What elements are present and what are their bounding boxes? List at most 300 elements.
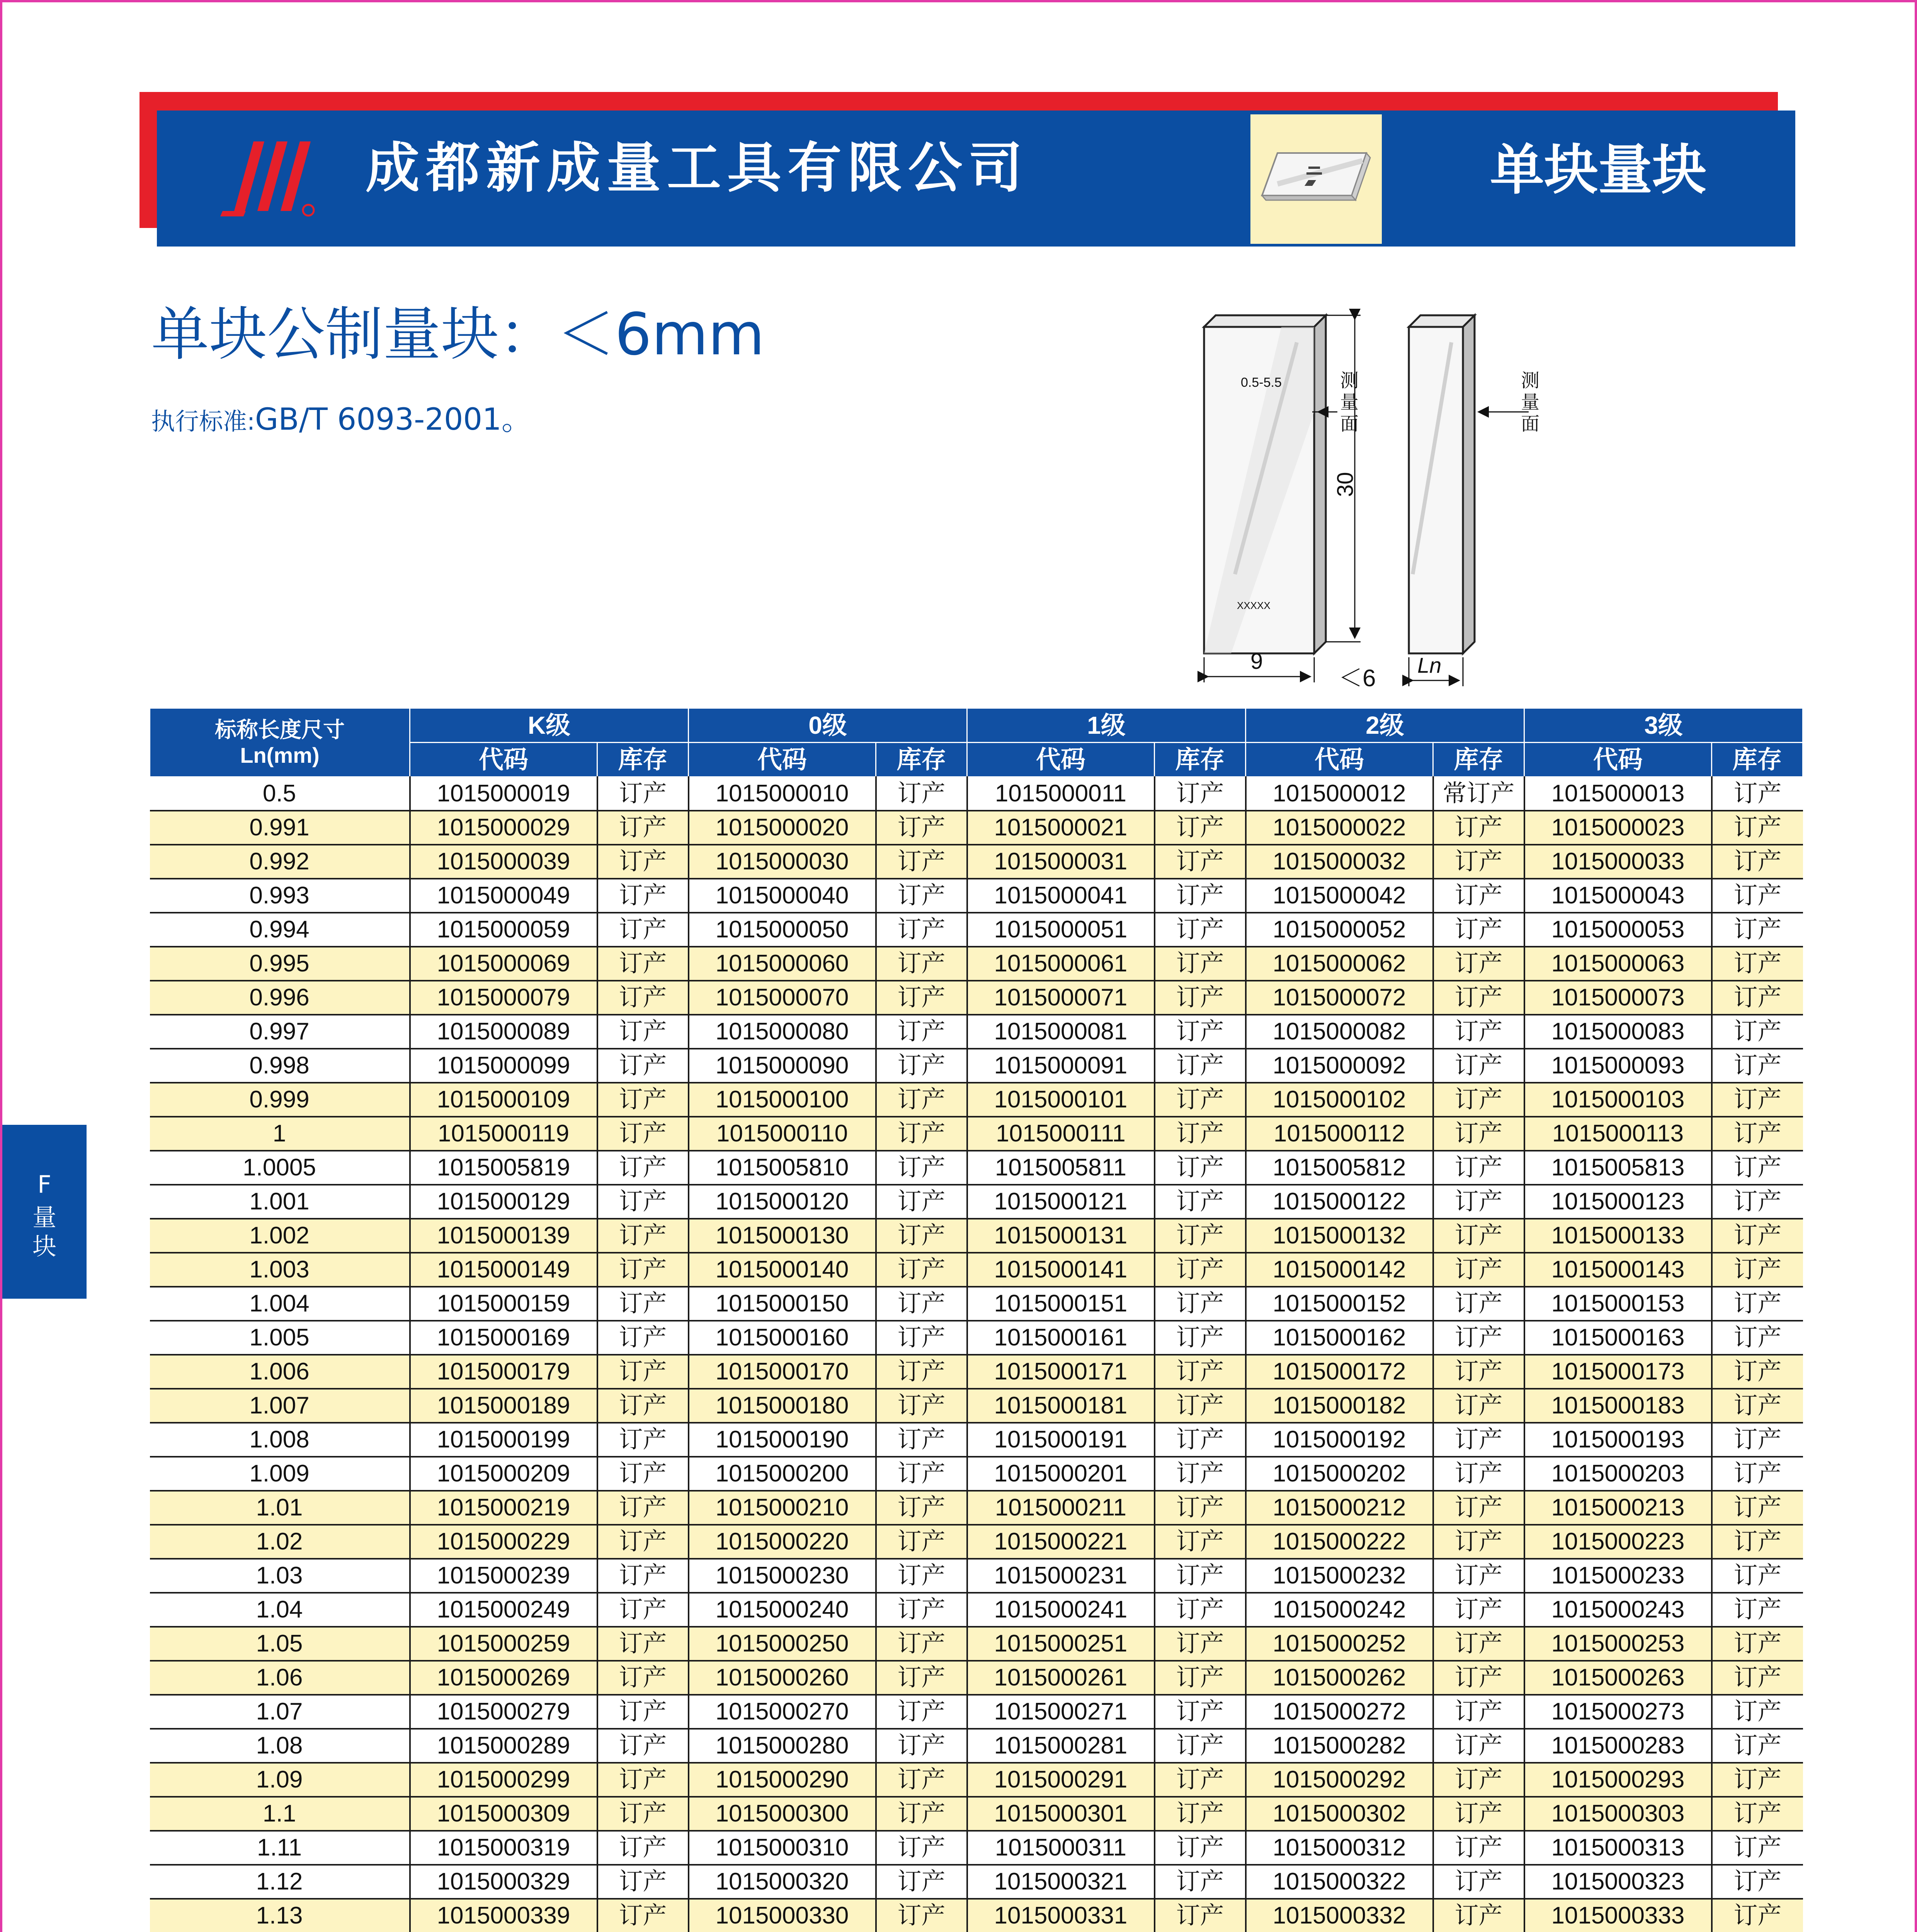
code-cell: 1015000049 bbox=[410, 879, 597, 913]
stock-cell: 订产 bbox=[1433, 1457, 1524, 1491]
code-cell: 1015000062 bbox=[1246, 947, 1433, 981]
code-cell: 1015000289 bbox=[410, 1729, 597, 1763]
code-cell: 1015000072 bbox=[1246, 981, 1433, 1015]
code-cell: 1015000131 bbox=[967, 1219, 1155, 1253]
code-cell: 1015000273 bbox=[1524, 1695, 1712, 1729]
stock-cell: 订产 bbox=[597, 811, 689, 845]
stock-cell: 订产 bbox=[876, 1253, 967, 1287]
code-cell: 1015000332 bbox=[1246, 1899, 1433, 1932]
stock-cell: 订产 bbox=[1433, 981, 1524, 1015]
stock-cell: 订产 bbox=[1155, 947, 1246, 981]
ln-cell: 1.05 bbox=[150, 1627, 410, 1661]
stock-cell: 订产 bbox=[1155, 1695, 1246, 1729]
stock-cell: 订产 bbox=[597, 1049, 689, 1083]
stock-cell: 订产 bbox=[876, 1321, 967, 1355]
stock-cell: 订产 bbox=[1155, 1831, 1246, 1865]
code-cell: 1015000069 bbox=[410, 947, 597, 981]
code-cell: 1015000180 bbox=[689, 1389, 876, 1423]
stock-cell: 订产 bbox=[1712, 1219, 1803, 1253]
stock-cell: 订产 bbox=[1712, 947, 1803, 981]
code-cell: 1015000130 bbox=[689, 1219, 876, 1253]
table-row bbox=[150, 1797, 1803, 1831]
code-cell: 1015000100 bbox=[689, 1083, 876, 1117]
stock-cell: 订产 bbox=[1155, 1627, 1246, 1661]
stock-header: 库存 bbox=[1155, 743, 1246, 777]
code-cell: 1015000159 bbox=[410, 1287, 597, 1321]
code-cell: 1015000151 bbox=[967, 1287, 1155, 1321]
table-row bbox=[150, 1695, 1803, 1729]
code-cell: 1015000242 bbox=[1246, 1593, 1433, 1627]
table-row bbox=[150, 1117, 1803, 1151]
code-cell: 1015000172 bbox=[1246, 1355, 1433, 1389]
stock-cell: 订产 bbox=[597, 1185, 689, 1219]
code-cell: 1015000173 bbox=[1524, 1355, 1712, 1389]
stock-cell: 订产 bbox=[1712, 845, 1803, 879]
code-cell: 1015000223 bbox=[1524, 1525, 1712, 1559]
ln-cell: 1.09 bbox=[150, 1763, 410, 1797]
ln-cell: 0.997 bbox=[150, 1015, 410, 1049]
table-row bbox=[150, 1049, 1803, 1083]
code-cell: 1015000323 bbox=[1524, 1865, 1712, 1899]
stock-cell: 订产 bbox=[597, 1015, 689, 1049]
code-cell: 1015000141 bbox=[967, 1253, 1155, 1287]
diagram-measuring-face-right: 测量面 bbox=[1521, 370, 1540, 435]
table-row bbox=[150, 879, 1803, 913]
code-cell: 1015000121 bbox=[967, 1185, 1155, 1219]
stock-cell: 订产 bbox=[597, 1491, 689, 1525]
stock-cell: 订产 bbox=[1155, 981, 1246, 1015]
code-cell: 1015000230 bbox=[689, 1559, 876, 1593]
stock-cell: 订产 bbox=[1155, 1491, 1246, 1525]
gauge-block-photo-icon bbox=[1250, 114, 1382, 244]
stock-cell: 订产 bbox=[876, 1083, 967, 1117]
stock-cell: 订产 bbox=[876, 1695, 967, 1729]
stock-cell: 订产 bbox=[1433, 1185, 1524, 1219]
code-cell: 1015000112 bbox=[1246, 1117, 1433, 1151]
code-cell: 1015000123 bbox=[1524, 1185, 1712, 1219]
stock-cell: 订产 bbox=[876, 1525, 967, 1559]
stock-cell: 订产 bbox=[1433, 1219, 1524, 1253]
code-cell: 1015000171 bbox=[967, 1355, 1155, 1389]
stock-cell: 订产 bbox=[597, 981, 689, 1015]
code-cell: 1015000333 bbox=[1524, 1899, 1712, 1932]
code-cell: 1015000200 bbox=[689, 1457, 876, 1491]
ln-cell: 1.0005 bbox=[150, 1151, 410, 1185]
table-row bbox=[150, 1253, 1803, 1287]
code-cell: 1015000331 bbox=[967, 1899, 1155, 1932]
ln-cell: 0.991 bbox=[150, 811, 410, 845]
ln-header bbox=[150, 708, 410, 777]
stock-cell: 订产 bbox=[597, 947, 689, 981]
stock-cell: 订产 bbox=[876, 1763, 967, 1797]
code-cell: 1015000152 bbox=[1246, 1287, 1433, 1321]
stock-cell: 订产 bbox=[1712, 1423, 1803, 1457]
stock-cell: 订产 bbox=[597, 1695, 689, 1729]
stock-cell: 订产 bbox=[1433, 1525, 1524, 1559]
code-cell: 1015000050 bbox=[689, 913, 876, 947]
code-cell: 1015000139 bbox=[410, 1219, 597, 1253]
code-cell: 1015000170 bbox=[689, 1355, 876, 1389]
code-cell: 1015000281 bbox=[967, 1729, 1155, 1763]
gauge-block-photo bbox=[1250, 114, 1382, 244]
code-cell: 1015000260 bbox=[689, 1661, 876, 1695]
stock-cell: 订产 bbox=[876, 879, 967, 913]
code-cell: 1015000249 bbox=[410, 1593, 597, 1627]
code-cell: 1015000192 bbox=[1246, 1423, 1433, 1457]
stock-cell: 订产 bbox=[597, 1355, 689, 1389]
code-cell: 1015000330 bbox=[689, 1899, 876, 1932]
stock-cell: 订产 bbox=[1712, 981, 1803, 1015]
code-cell: 1015000202 bbox=[1246, 1457, 1433, 1491]
ln-cell: 0.996 bbox=[150, 981, 410, 1015]
code-cell: 1015000102 bbox=[1246, 1083, 1433, 1117]
stock-cell: 订产 bbox=[876, 1117, 967, 1151]
code-cell: 1015000080 bbox=[689, 1015, 876, 1049]
code-cell: 1015000210 bbox=[689, 1491, 876, 1525]
stock-cell: 订产 bbox=[597, 1661, 689, 1695]
code-cell: 1015000161 bbox=[967, 1321, 1155, 1355]
stock-cell: 订产 bbox=[1433, 1695, 1524, 1729]
stock-cell: 订产 bbox=[1433, 1797, 1524, 1831]
ln-cell: 1.07 bbox=[150, 1695, 410, 1729]
ln-cell: 0.993 bbox=[150, 879, 410, 913]
stock-cell: 订产 bbox=[597, 1797, 689, 1831]
code-cell: 1015000253 bbox=[1524, 1627, 1712, 1661]
stock-cell: 订产 bbox=[876, 1491, 967, 1525]
code-cell: 1015000312 bbox=[1246, 1831, 1433, 1865]
stock-cell: 订产 bbox=[1712, 1049, 1803, 1083]
code-cell: 1015000113 bbox=[1524, 1117, 1712, 1151]
stock-cell: 订产 bbox=[1433, 1763, 1524, 1797]
stock-cell: 订产 bbox=[597, 879, 689, 913]
company-name: 成都新成量工具有限公司 bbox=[366, 137, 1029, 200]
code-cell: 1015000280 bbox=[689, 1729, 876, 1763]
ln-cell: 1.003 bbox=[150, 1253, 410, 1287]
stock-cell: 订产 bbox=[1433, 879, 1524, 913]
code-cell: 1015000322 bbox=[1246, 1865, 1433, 1899]
code-cell: 1015000231 bbox=[967, 1559, 1155, 1593]
standard-line bbox=[151, 400, 532, 441]
ln-cell: 1.009 bbox=[150, 1457, 410, 1491]
stock-cell: 订产 bbox=[1155, 1763, 1246, 1797]
stock-cell: 订产 bbox=[1712, 1593, 1803, 1627]
stock-cell: 订产 bbox=[1712, 1831, 1803, 1865]
stock-cell: 订产 bbox=[1712, 1015, 1803, 1049]
table-row bbox=[150, 1423, 1803, 1457]
code-cell: 1015000310 bbox=[689, 1831, 876, 1865]
code-cell: 1015000142 bbox=[1246, 1253, 1433, 1287]
side-tab-line1: 量 bbox=[32, 1203, 56, 1231]
stock-cell: 订产 bbox=[1155, 1729, 1246, 1763]
stock-cell: 订产 bbox=[876, 1457, 967, 1491]
stock-cell: 订产 bbox=[1155, 1185, 1246, 1219]
code-cell: 1015000031 bbox=[967, 845, 1155, 879]
code-cell: 1015000261 bbox=[967, 1661, 1155, 1695]
stock-cell: 订产 bbox=[597, 1219, 689, 1253]
code-header: 代码 bbox=[1524, 743, 1712, 777]
code-cell: 1015000209 bbox=[410, 1457, 597, 1491]
ln-cell: 1.002 bbox=[150, 1219, 410, 1253]
code-cell: 1015000030 bbox=[689, 845, 876, 879]
table-row bbox=[150, 947, 1803, 981]
code-cell: 1015000292 bbox=[1246, 1763, 1433, 1797]
ln-cell: 0.5 bbox=[150, 777, 410, 811]
code-cell: 1015000083 bbox=[1524, 1015, 1712, 1049]
stock-cell: 订产 bbox=[597, 1083, 689, 1117]
table-row bbox=[150, 1593, 1803, 1627]
stock-cell: 订产 bbox=[876, 1627, 967, 1661]
code-cell: 1015000199 bbox=[410, 1423, 597, 1457]
code-cell: 1015000059 bbox=[410, 913, 597, 947]
ln-cell: 1.004 bbox=[150, 1287, 410, 1321]
grade-header-1: 1级 bbox=[967, 708, 1246, 743]
stock-cell: 订产 bbox=[876, 1015, 967, 1049]
ln-cell: 1.008 bbox=[150, 1423, 410, 1457]
section-title: 单块量块 bbox=[1490, 139, 1706, 202]
code-cell: 1015000239 bbox=[410, 1559, 597, 1593]
code-cell: 1015000321 bbox=[967, 1865, 1155, 1899]
grade-header-k: K级 bbox=[410, 708, 689, 743]
stock-cell: 订产 bbox=[1433, 1151, 1524, 1185]
code-cell: 1015000119 bbox=[410, 1117, 597, 1151]
stock-cell: 订产 bbox=[597, 1831, 689, 1865]
code-cell: 1015000213 bbox=[1524, 1491, 1712, 1525]
stock-cell: 订产 bbox=[597, 1899, 689, 1932]
stock-cell: 订产 bbox=[597, 1627, 689, 1661]
code-cell: 1015000122 bbox=[1246, 1185, 1433, 1219]
stock-cell: 订产 bbox=[1155, 1525, 1246, 1559]
code-cell: 1015000211 bbox=[967, 1491, 1155, 1525]
table-row bbox=[150, 981, 1803, 1015]
side-tab-letter: F bbox=[37, 1170, 51, 1199]
code-cell: 1015000189 bbox=[410, 1389, 597, 1423]
code-cell: 1015000283 bbox=[1524, 1729, 1712, 1763]
stock-cell: 订产 bbox=[597, 1389, 689, 1423]
stock-cell: 订产 bbox=[1712, 1627, 1803, 1661]
code-cell: 1015000042 bbox=[1246, 879, 1433, 913]
table-body bbox=[150, 777, 1803, 1932]
stock-cell: 订产 bbox=[597, 1559, 689, 1593]
stock-cell: 订产 bbox=[1433, 1661, 1524, 1695]
code-cell: 1015000241 bbox=[967, 1593, 1155, 1627]
stock-cell: 订产 bbox=[876, 1287, 967, 1321]
ln-cell: 1.02 bbox=[150, 1525, 410, 1559]
code-cell: 1015000073 bbox=[1524, 981, 1712, 1015]
stock-cell: 订产 bbox=[1433, 1389, 1524, 1423]
stock-cell: 订产 bbox=[1155, 1865, 1246, 1899]
code-cell: 1015000290 bbox=[689, 1763, 876, 1797]
stock-cell: 订产 bbox=[597, 1593, 689, 1627]
ln-header-line1: 标称长度尺寸 bbox=[215, 717, 345, 742]
code-cell: 1015000082 bbox=[1246, 1015, 1433, 1049]
stock-cell: 订产 bbox=[1712, 1661, 1803, 1695]
table-row bbox=[150, 1355, 1803, 1389]
code-cell: 1015000270 bbox=[689, 1695, 876, 1729]
diagram-marking: XXXXX bbox=[1237, 600, 1271, 611]
table-row bbox=[150, 1899, 1803, 1932]
code-cell: 1015000282 bbox=[1246, 1729, 1433, 1763]
code-cell: 1015000219 bbox=[410, 1491, 597, 1525]
stock-cell: 订产 bbox=[1155, 1049, 1246, 1083]
stock-cell: 订产 bbox=[1155, 1253, 1246, 1287]
stock-cell: 订产 bbox=[876, 811, 967, 845]
code-header: 代码 bbox=[1246, 743, 1433, 777]
stock-cell: 订产 bbox=[1712, 1117, 1803, 1151]
stock-cell: 订产 bbox=[1712, 1083, 1803, 1117]
stock-cell: 订产 bbox=[597, 1865, 689, 1899]
code-cell: 1015000032 bbox=[1246, 845, 1433, 879]
table-row bbox=[150, 1865, 1803, 1899]
stock-cell: 订产 bbox=[597, 1729, 689, 1763]
stock-cell: 订产 bbox=[1712, 1253, 1803, 1287]
ln-cell: 1.06 bbox=[150, 1661, 410, 1695]
stock-cell: 订产 bbox=[1155, 1389, 1246, 1423]
code-cell: 1015000301 bbox=[967, 1797, 1155, 1831]
code-cell: 1015000272 bbox=[1246, 1695, 1433, 1729]
code-header: 代码 bbox=[967, 743, 1155, 777]
code-cell: 1015000089 bbox=[410, 1015, 597, 1049]
stock-cell: 订产 bbox=[876, 777, 967, 811]
ln-cell: 0.998 bbox=[150, 1049, 410, 1083]
code-cell: 1015000271 bbox=[967, 1695, 1155, 1729]
code-cell: 1015000110 bbox=[689, 1117, 876, 1151]
side-tab-line2: 块 bbox=[32, 1232, 56, 1260]
code-cell: 1015000252 bbox=[1246, 1627, 1433, 1661]
stock-cell: 订产 bbox=[1712, 1763, 1803, 1797]
stock-cell: 订产 bbox=[1712, 1559, 1803, 1593]
stock-cell: 订产 bbox=[1433, 1491, 1524, 1525]
ln-header-line2: Ln(mm) bbox=[240, 743, 320, 767]
ln-cell: 1.001 bbox=[150, 1185, 410, 1219]
diagram-height: 30 bbox=[1333, 472, 1358, 497]
stock-cell: 订产 bbox=[1712, 1321, 1803, 1355]
table-row bbox=[150, 1525, 1803, 1559]
stock-cell: 订产 bbox=[1155, 1117, 1246, 1151]
code-cell: 1015000019 bbox=[410, 777, 597, 811]
stock-cell: 订产 bbox=[1433, 1253, 1524, 1287]
stock-cell: 订产 bbox=[1433, 947, 1524, 981]
stock-cell: 订产 bbox=[1712, 1185, 1803, 1219]
ln-cell: 1.13 bbox=[150, 1899, 410, 1932]
code-cell: 1015000093 bbox=[1524, 1049, 1712, 1083]
code-cell: 1015000063 bbox=[1524, 947, 1712, 981]
code-cell: 1015000229 bbox=[410, 1525, 597, 1559]
stock-cell: 订产 bbox=[597, 1525, 689, 1559]
code-header: 代码 bbox=[689, 743, 876, 777]
stock-cell: 订产 bbox=[1433, 1729, 1524, 1763]
stock-cell: 订产 bbox=[1155, 1457, 1246, 1491]
code-cell: 1015000092 bbox=[1246, 1049, 1433, 1083]
code-cell: 1015000099 bbox=[410, 1049, 597, 1083]
code-cell: 1015005813 bbox=[1524, 1151, 1712, 1185]
code-cell: 1015000190 bbox=[689, 1423, 876, 1457]
table-row bbox=[150, 1321, 1803, 1355]
stock-cell: 订产 bbox=[597, 1151, 689, 1185]
stock-cell: 订产 bbox=[1712, 879, 1803, 913]
code-cell: 1015000320 bbox=[689, 1865, 876, 1899]
stock-cell: 订产 bbox=[1712, 1355, 1803, 1389]
side-tab[interactable] bbox=[2, 1125, 87, 1299]
stock-cell: 订产 bbox=[597, 845, 689, 879]
table-row bbox=[150, 1219, 1803, 1253]
diagram-thickness: Ln bbox=[1417, 653, 1442, 677]
ln-cell: 1.11 bbox=[150, 1831, 410, 1865]
code-cell: 1015000220 bbox=[689, 1525, 876, 1559]
stock-cell: 订产 bbox=[1433, 1117, 1524, 1151]
table-row bbox=[150, 845, 1803, 879]
standard-label: 执行标准: bbox=[151, 407, 255, 435]
code-cell: 1015000263 bbox=[1524, 1661, 1712, 1695]
code-cell: 1015000111 bbox=[967, 1117, 1155, 1151]
code-cell: 1015000140 bbox=[689, 1253, 876, 1287]
stock-cell: 订产 bbox=[1155, 1219, 1246, 1253]
table-row bbox=[150, 1457, 1803, 1491]
code-cell: 1015000262 bbox=[1246, 1661, 1433, 1695]
code-cell: 1015000222 bbox=[1246, 1525, 1433, 1559]
code-cell: 1015000319 bbox=[410, 1831, 597, 1865]
stock-cell: 常订产 bbox=[1433, 777, 1524, 811]
ln-cell: 1.01 bbox=[150, 1491, 410, 1525]
stock-cell: 订产 bbox=[1155, 845, 1246, 879]
code-cell: 1015005812 bbox=[1246, 1151, 1433, 1185]
code-cell: 1015000329 bbox=[410, 1865, 597, 1899]
code-cell: 1015000070 bbox=[689, 981, 876, 1015]
stock-cell: 订产 bbox=[876, 1355, 967, 1389]
code-cell: 1015000153 bbox=[1524, 1287, 1712, 1321]
code-cell: 1015000339 bbox=[410, 1899, 597, 1932]
table-row bbox=[150, 913, 1803, 947]
grade-header-2: 2级 bbox=[1246, 708, 1524, 743]
stock-cell: 订产 bbox=[876, 1593, 967, 1627]
code-cell: 1015000221 bbox=[967, 1525, 1155, 1559]
code-cell: 1015005810 bbox=[689, 1151, 876, 1185]
stock-cell: 订产 bbox=[1155, 1899, 1246, 1932]
stock-cell: 订产 bbox=[1433, 1559, 1524, 1593]
stock-cell: 订产 bbox=[597, 1457, 689, 1491]
stock-cell: 订产 bbox=[1433, 845, 1524, 879]
table-row bbox=[150, 1083, 1803, 1117]
spec-table bbox=[149, 707, 1803, 1932]
code-cell: 1015000021 bbox=[967, 811, 1155, 845]
code-cell: 1015000022 bbox=[1246, 811, 1433, 845]
table-row bbox=[150, 1491, 1803, 1525]
stock-cell: 订产 bbox=[876, 1899, 967, 1932]
code-cell: 1015000039 bbox=[410, 845, 597, 879]
code-cell: 1015000191 bbox=[967, 1423, 1155, 1457]
stock-cell: 订产 bbox=[1155, 777, 1246, 811]
code-cell: 1015000269 bbox=[410, 1661, 597, 1695]
code-cell: 1015000023 bbox=[1524, 811, 1712, 845]
stock-cell: 订产 bbox=[1712, 1695, 1803, 1729]
code-cell: 1015000169 bbox=[410, 1321, 597, 1355]
ln-cell: 1.08 bbox=[150, 1729, 410, 1763]
stock-cell: 订产 bbox=[876, 1185, 967, 1219]
code-cell: 1015000193 bbox=[1524, 1423, 1712, 1457]
code-cell: 1015000061 bbox=[967, 947, 1155, 981]
code-cell: 1015000233 bbox=[1524, 1559, 1712, 1593]
code-cell: 1015000101 bbox=[967, 1083, 1155, 1117]
stock-cell: 订产 bbox=[1433, 1015, 1524, 1049]
stock-cell: 订产 bbox=[1433, 811, 1524, 845]
stock-header: 库存 bbox=[1712, 743, 1803, 777]
stock-cell: 订产 bbox=[597, 1287, 689, 1321]
stock-cell: 订产 bbox=[1433, 1899, 1524, 1932]
stock-cell: 订产 bbox=[1155, 1797, 1246, 1831]
table-row bbox=[150, 1015, 1803, 1049]
code-cell: 1015000041 bbox=[967, 879, 1155, 913]
code-cell: 1015000313 bbox=[1524, 1831, 1712, 1865]
stock-cell: 订产 bbox=[876, 913, 967, 947]
